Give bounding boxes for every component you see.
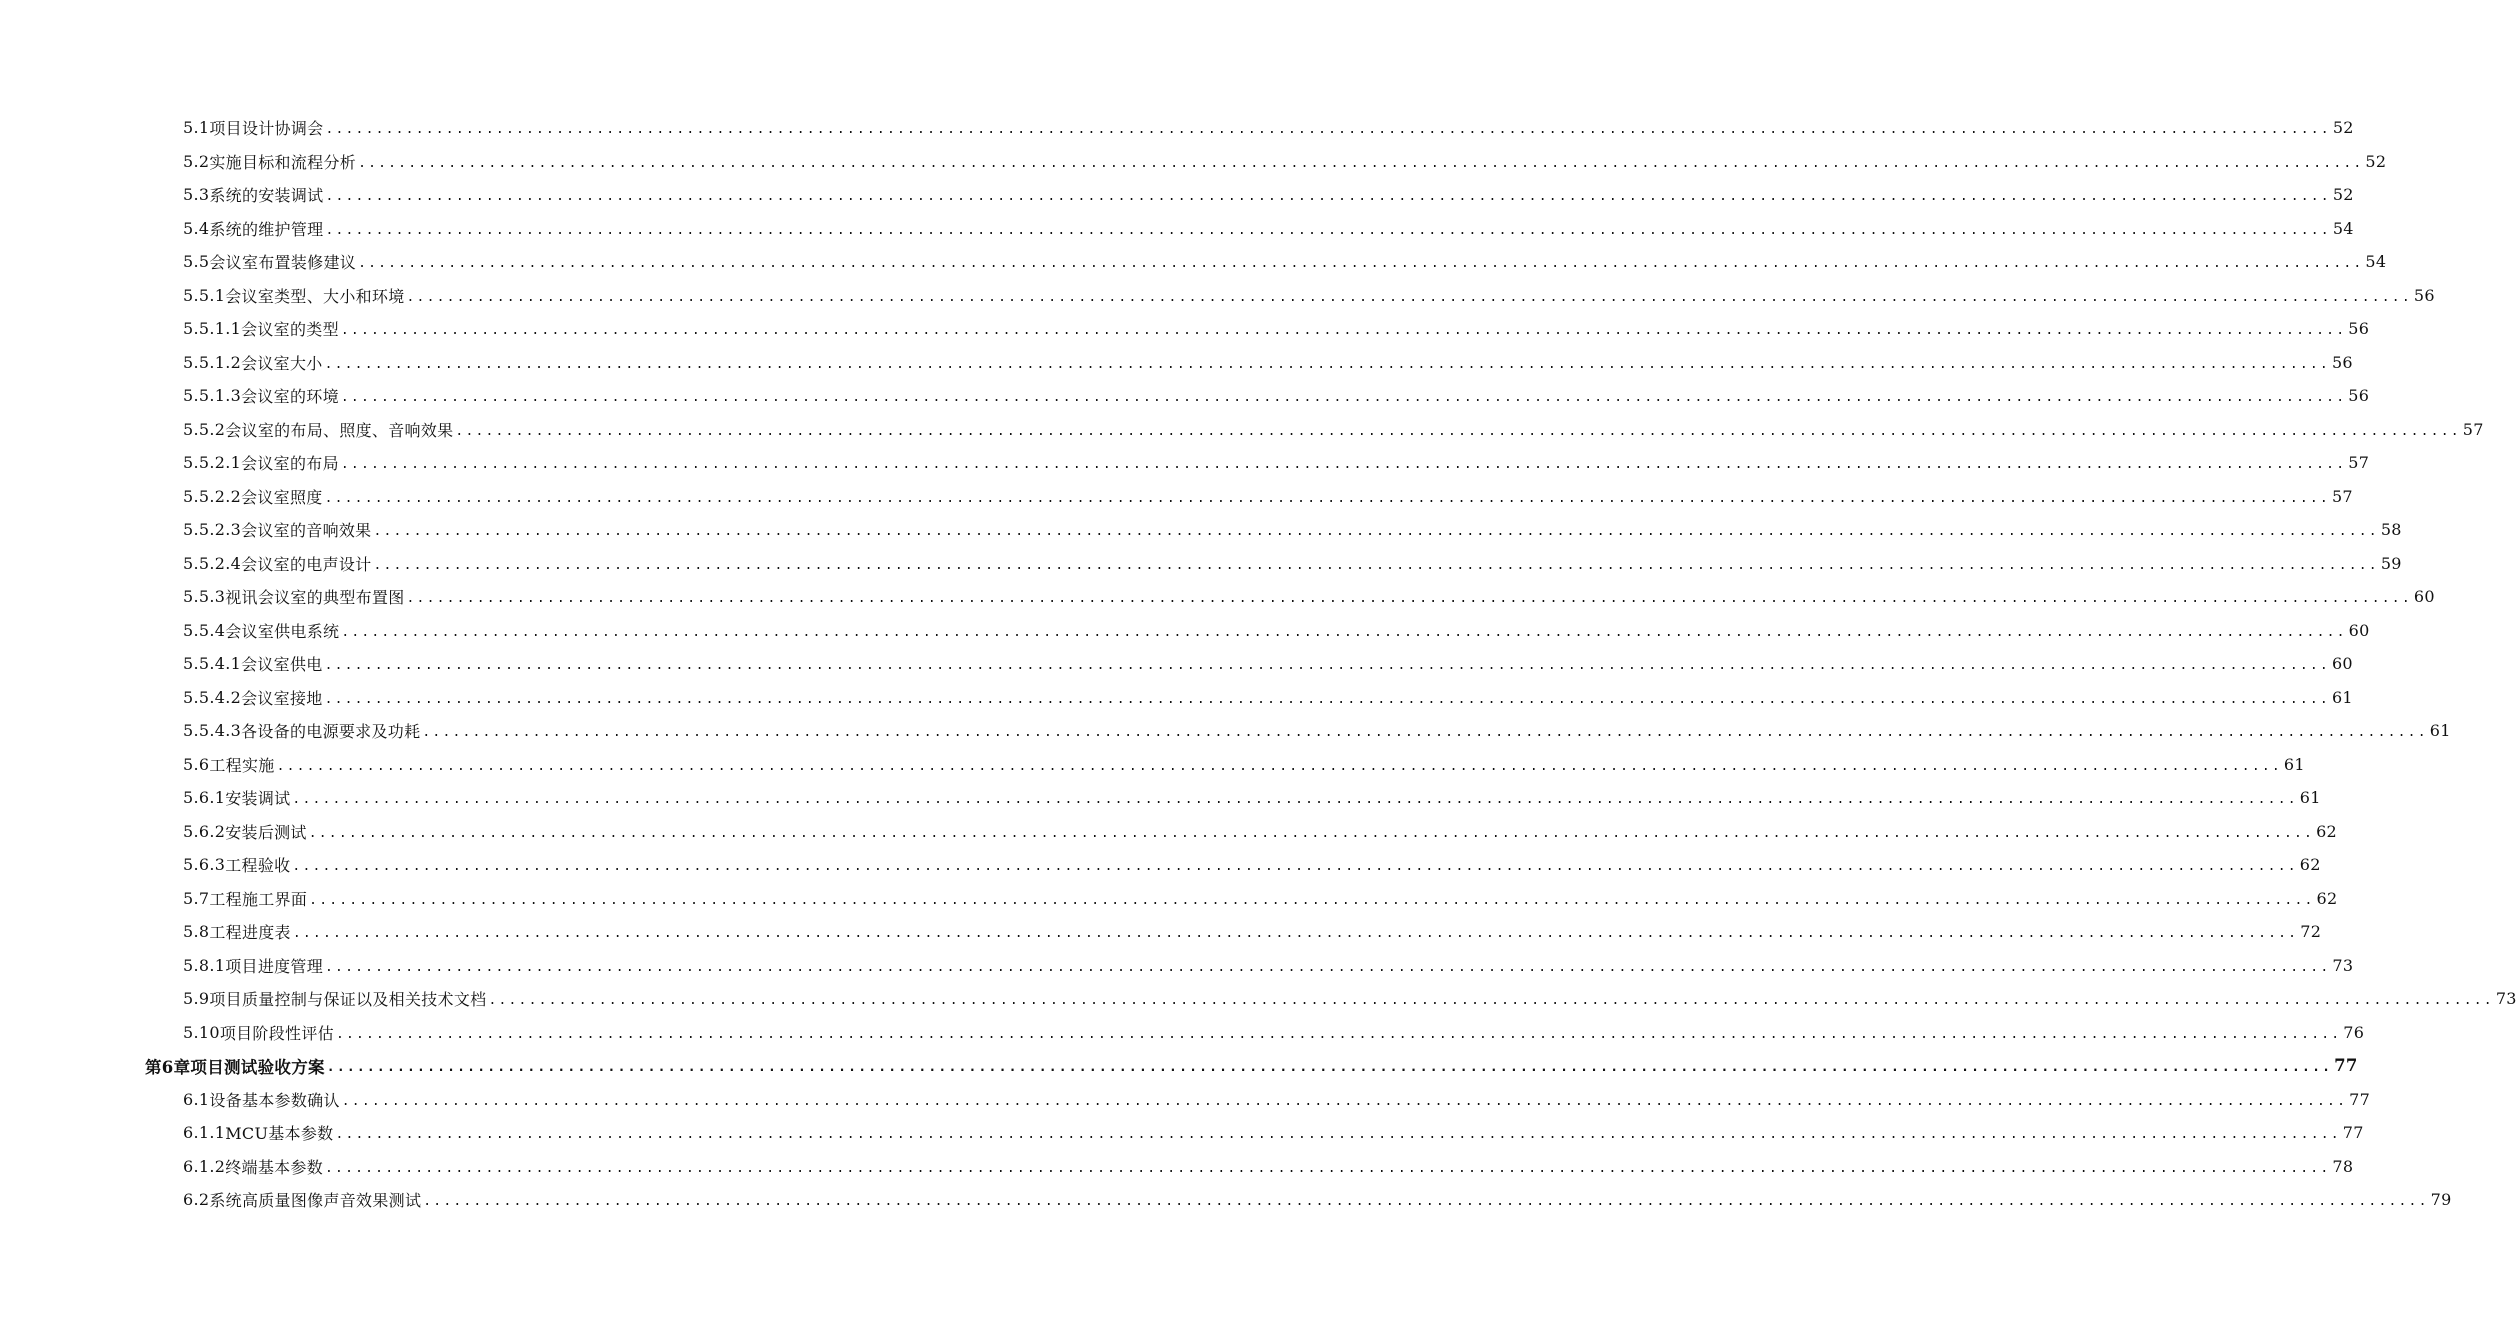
toc-entry-number: 5.5.2.1 <box>183 453 242 473</box>
toc-dot-leader: ........................................................................................................................................................................................................ <box>276 758 2282 774</box>
toc-entry-number: 5.6.2 <box>183 821 226 841</box>
toc-dot-leader: ........................................................................................................................................................................................................ <box>335 1026 2342 1042</box>
toc-entry-number: 5.5.1.3 <box>183 386 242 406</box>
toc-entry-number: 5.5.3 <box>183 587 226 607</box>
toc-dot-leader: ........................................................................................................................................................................................................ <box>324 490 2330 506</box>
toc-entry-title: 系统高质量图像声音效果测试 <box>209 1191 422 1211</box>
toc-entry[interactable] <box>0 279 2435 313</box>
toc-entry-number: 5.6.1 <box>183 788 226 808</box>
toc-entry[interactable] <box>0 480 2353 514</box>
toc-entry-number: 5.5 <box>183 252 210 272</box>
toc-page-number: 72 <box>2300 922 2322 942</box>
toc-page-number: 52 <box>2332 185 2354 205</box>
toc-page-number: 56 <box>2331 352 2353 372</box>
toc-entry-number: 5.3 <box>183 185 210 205</box>
toc-page-number: 77 <box>2334 1056 2358 1076</box>
toc-entry-number: 5.5.2.3 <box>183 520 242 540</box>
toc-dot-leader: ........................................................................................................................................................................................................ <box>406 289 2412 305</box>
toc-entry-title: 项目阶段性评估 <box>219 1023 334 1043</box>
toc-entry-number: 5.5.2.4 <box>183 553 242 573</box>
toc-entry-number: 5.7 <box>183 888 210 908</box>
toc-entry-number: 5.5.1.1 <box>183 319 242 339</box>
toc-dot-leader: ........................................................................................................................................................................................................ <box>422 725 2428 741</box>
toc-entry[interactable] <box>0 178 2354 212</box>
toc-page-number: 61 <box>2429 721 2451 741</box>
toc-entry[interactable] <box>0 1150 2354 1184</box>
toc-dot-leader: ........................................................................................................................................................................................................ <box>309 892 2315 908</box>
toc-page-number: 56 <box>2413 285 2435 305</box>
toc-dot-leader: ........................................................................................................................................................................................................ <box>308 825 2315 841</box>
toc-entry-number: 5.5.4.1 <box>183 654 242 674</box>
toc-page-number: 61 <box>2283 754 2305 774</box>
toc-page-number: 56 <box>2348 319 2370 339</box>
toc-dot-leader: ........................................................................................................................................................................................................ <box>325 189 2331 205</box>
toc-page-number: 78 <box>2332 1156 2354 1176</box>
toc-entry-number: 5.5.2.2 <box>183 486 242 506</box>
toc-entry-number: 6.1.1 <box>183 1123 226 1143</box>
toc-entry[interactable] <box>0 245 2387 279</box>
toc-page-number: 62 <box>2316 821 2338 841</box>
toc-entry-number: 5.2 <box>183 151 210 171</box>
toc-dot-leader: ........................................................................................................................................................................................................ <box>326 1060 2333 1076</box>
toc-entry-title: 会议室供电系统 <box>225 621 340 641</box>
toc-dot-leader: ........................................................................................................................................................................................................ <box>423 1194 2429 1210</box>
toc-page-number: 77 <box>2349 1089 2371 1109</box>
toc-entry-title: 会议室的环境 <box>241 387 339 407</box>
toc-page-number: 76 <box>2343 1022 2365 1042</box>
toc-entry-title: 工程验收 <box>225 856 291 876</box>
toc-entry[interactable] <box>0 513 2402 547</box>
toc-entry-title: 各设备的电源要求及功耗 <box>241 722 421 742</box>
toc-entry-title: 会议室布置装修建议 <box>209 253 357 273</box>
toc-entry-title: 设备基本参数确认 <box>209 1090 340 1110</box>
toc-page-number: 73 <box>2332 955 2354 975</box>
toc-entry-title: MCU基本参数 <box>225 1124 334 1144</box>
toc-page-number: 57 <box>2462 419 2484 439</box>
toc-entry-title: 系统的维护管理 <box>209 219 324 239</box>
toc-entry-number: 5.6.3 <box>183 855 226 875</box>
toc-entry-title: 实施目标和流程分析 <box>209 152 357 172</box>
toc-entry-number: 5.8.1 <box>183 955 226 975</box>
toc-entry[interactable] <box>0 815 2338 849</box>
toc-page-number: 57 <box>2331 486 2353 506</box>
toc-entry-title: 项目设计协调会 <box>209 119 324 139</box>
toc-entry[interactable] <box>0 446 2370 480</box>
toc-entry-number: 5.5.1 <box>183 285 226 305</box>
toc-entry-title: 工程实施 <box>209 755 275 775</box>
toc-entry-title: 安装调试 <box>225 789 291 809</box>
toc-dot-leader: ........................................................................................................................................................................................................ <box>341 624 2347 640</box>
toc-entry-title: 工程施工界面 <box>209 889 308 909</box>
toc-page-number: 60 <box>2331 654 2353 674</box>
toc-entry[interactable] <box>0 848 2321 882</box>
toc-entry-number: 5.9 <box>183 989 210 1009</box>
toc-dot-leader: ........................................................................................................................................................................................................ <box>373 557 2379 573</box>
toc-page-number: 56 <box>2348 386 2370 406</box>
toc-page-number: 54 <box>2332 218 2354 238</box>
toc-page-number: 54 <box>2365 252 2387 272</box>
toc-entry-number: 5.5.1.2 <box>183 352 242 372</box>
toc-entry-number: 5.8 <box>183 922 210 942</box>
toc-page-number: 59 <box>2380 553 2402 573</box>
toc-entry[interactable] <box>0 312 2370 346</box>
toc-entry-number: 5.1 <box>183 118 210 138</box>
toc-entry[interactable] <box>0 379 2370 413</box>
toc-dot-leader: ........................................................................................................................................................................................................ <box>292 926 2299 942</box>
toc-entry-title: 会议室供电 <box>241 655 323 675</box>
toc-entry-title: 会议室类型、大小和环境 <box>225 286 405 306</box>
toc-dot-leader: ........................................................................................................................................................................................................ <box>325 1160 2331 1176</box>
toc-entry-title: 会议室的布局 <box>241 454 339 474</box>
toc-entry[interactable] <box>0 647 2353 681</box>
toc-entry-number: 5.6 <box>183 754 210 774</box>
toc-entry[interactable] <box>0 614 2370 648</box>
table-of-contents <box>0 111 2517 1217</box>
toc-entry[interactable] <box>0 748 2305 782</box>
toc-entry[interactable] <box>0 580 2435 614</box>
toc-entry[interactable] <box>0 1116 2364 1150</box>
toc-dot-leader: ........................................................................................................................................................................................................ <box>325 959 2331 975</box>
toc-dot-leader: ........................................................................................................................................................................................................ <box>488 993 2494 1009</box>
toc-entry[interactable] <box>0 111 2354 145</box>
toc-entry-number: 第6章 <box>145 1057 191 1077</box>
toc-dot-leader: ........................................................................................................................................................................................................ <box>324 356 2330 372</box>
toc-entry-title: 项目质量控制与保证以及相关技术文档 <box>209 990 487 1010</box>
toc-page-number: 73 <box>2495 989 2517 1009</box>
toc-dot-leader: ........................................................................................................................................................................................................ <box>455 423 2461 439</box>
toc-page-number: 61 <box>2299 788 2321 808</box>
toc-entry-number: 6.2 <box>183 1190 210 1210</box>
toc-entry-title: 会议室接地 <box>241 688 323 708</box>
toc-entry[interactable] <box>0 1016 2365 1050</box>
toc-page-number: 60 <box>2348 620 2370 640</box>
toc-entry[interactable] <box>0 781 2321 815</box>
toc-page-number: 58 <box>2380 520 2402 540</box>
toc-entry-title: 会议室的类型 <box>241 320 339 340</box>
toc-page-number: 60 <box>2413 587 2435 607</box>
toc-page-number: 77 <box>2342 1123 2364 1143</box>
toc-entry-title: 工程进度表 <box>209 923 291 943</box>
toc-dot-leader: ........................................................................................................................................................................................................ <box>325 122 2331 138</box>
toc-dot-leader: ........................................................................................................................................................................................................ <box>406 591 2412 607</box>
toc-dot-leader: ........................................................................................................................................................................................................ <box>341 1093 2348 1109</box>
toc-entry-title: 视讯会议室的典型布置图 <box>225 588 405 608</box>
toc-entry-title: 终端基本参数 <box>225 1157 324 1177</box>
toc-entry-title: 会议室的音响效果 <box>241 521 372 541</box>
toc-entry-title: 安装后测试 <box>225 822 307 842</box>
toc-dot-leader: ........................................................................................................................................................................................................ <box>340 390 2347 406</box>
toc-entry[interactable] <box>0 1183 2452 1217</box>
toc-dot-leader: ........................................................................................................................................................................................................ <box>324 658 2330 674</box>
toc-page-number: 52 <box>2365 151 2387 171</box>
toc-entry-title: 会议室的布局、照度、音响效果 <box>225 420 454 440</box>
toc-page-number: 62 <box>2299 855 2321 875</box>
toc-dot-leader: ........................................................................................................................................................................................................ <box>325 222 2331 238</box>
toc-dot-leader: ........................................................................................................................................................................................................ <box>292 859 2298 875</box>
toc-entry-title: 项目测试验收方案 <box>190 1057 325 1077</box>
toc-entry-title: 会议室大小 <box>241 353 323 373</box>
toc-page-number: 61 <box>2331 687 2353 707</box>
toc-dot-leader: ........................................................................................................................................................................................................ <box>358 155 2364 171</box>
toc-dot-leader: ........................................................................................................................................................................................................ <box>292 792 2298 808</box>
toc-dot-leader: ........................................................................................................................................................................................................ <box>324 691 2330 707</box>
toc-entry-number: 5.5.4.2 <box>183 687 242 707</box>
toc-entry-title: 会议室照度 <box>241 487 323 507</box>
toc-entry[interactable] <box>0 882 2338 916</box>
toc-entry[interactable] <box>0 915 2322 949</box>
toc-entry-title: 会议室的电声设计 <box>241 554 372 574</box>
toc-entry-number: 5.5.4 <box>183 620 226 640</box>
toc-entry-title: 系统的安装调试 <box>209 186 324 206</box>
toc-dot-leader: ........................................................................................................................................................................................................ <box>340 457 2347 473</box>
toc-entry[interactable] <box>0 949 2354 983</box>
toc-entry[interactable] <box>0 982 2517 1016</box>
toc-entry[interactable] <box>0 681 2353 715</box>
toc-entry[interactable] <box>0 346 2353 380</box>
toc-page-number: 62 <box>2316 888 2338 908</box>
toc-dot-leader: ........................................................................................................................................................................................................ <box>358 256 2364 272</box>
toc-page-number: 52 <box>2332 118 2354 138</box>
toc-entry[interactable] <box>0 714 2451 748</box>
toc-dot-leader: ........................................................................................................................................................................................................ <box>373 524 2379 540</box>
toc-chapter-entry[interactable] <box>0 1049 2358 1083</box>
toc-entry-number: 6.1 <box>183 1089 210 1109</box>
toc-entry[interactable] <box>0 547 2402 581</box>
toc-page-number: 79 <box>2430 1190 2452 1210</box>
toc-entry[interactable] <box>0 212 2354 246</box>
toc-entry-number: 6.1.2 <box>183 1156 226 1176</box>
toc-entry[interactable] <box>0 413 2484 447</box>
toc-dot-leader: ........................................................................................................................................................................................................ <box>340 323 2347 339</box>
toc-page-number: 57 <box>2348 453 2370 473</box>
toc-entry-number: 5.4 <box>183 218 210 238</box>
toc-entry-number: 5.5.2 <box>183 419 226 439</box>
toc-dot-leader: ........................................................................................................................................................................................................ <box>335 1127 2341 1143</box>
toc-entry[interactable] <box>0 1083 2371 1117</box>
toc-entry-number: 5.10 <box>183 1022 220 1042</box>
toc-entry-number: 5.5.4.3 <box>183 721 242 741</box>
toc-entry-title: 项目进度管理 <box>225 956 324 976</box>
toc-entry[interactable] <box>0 145 2387 179</box>
